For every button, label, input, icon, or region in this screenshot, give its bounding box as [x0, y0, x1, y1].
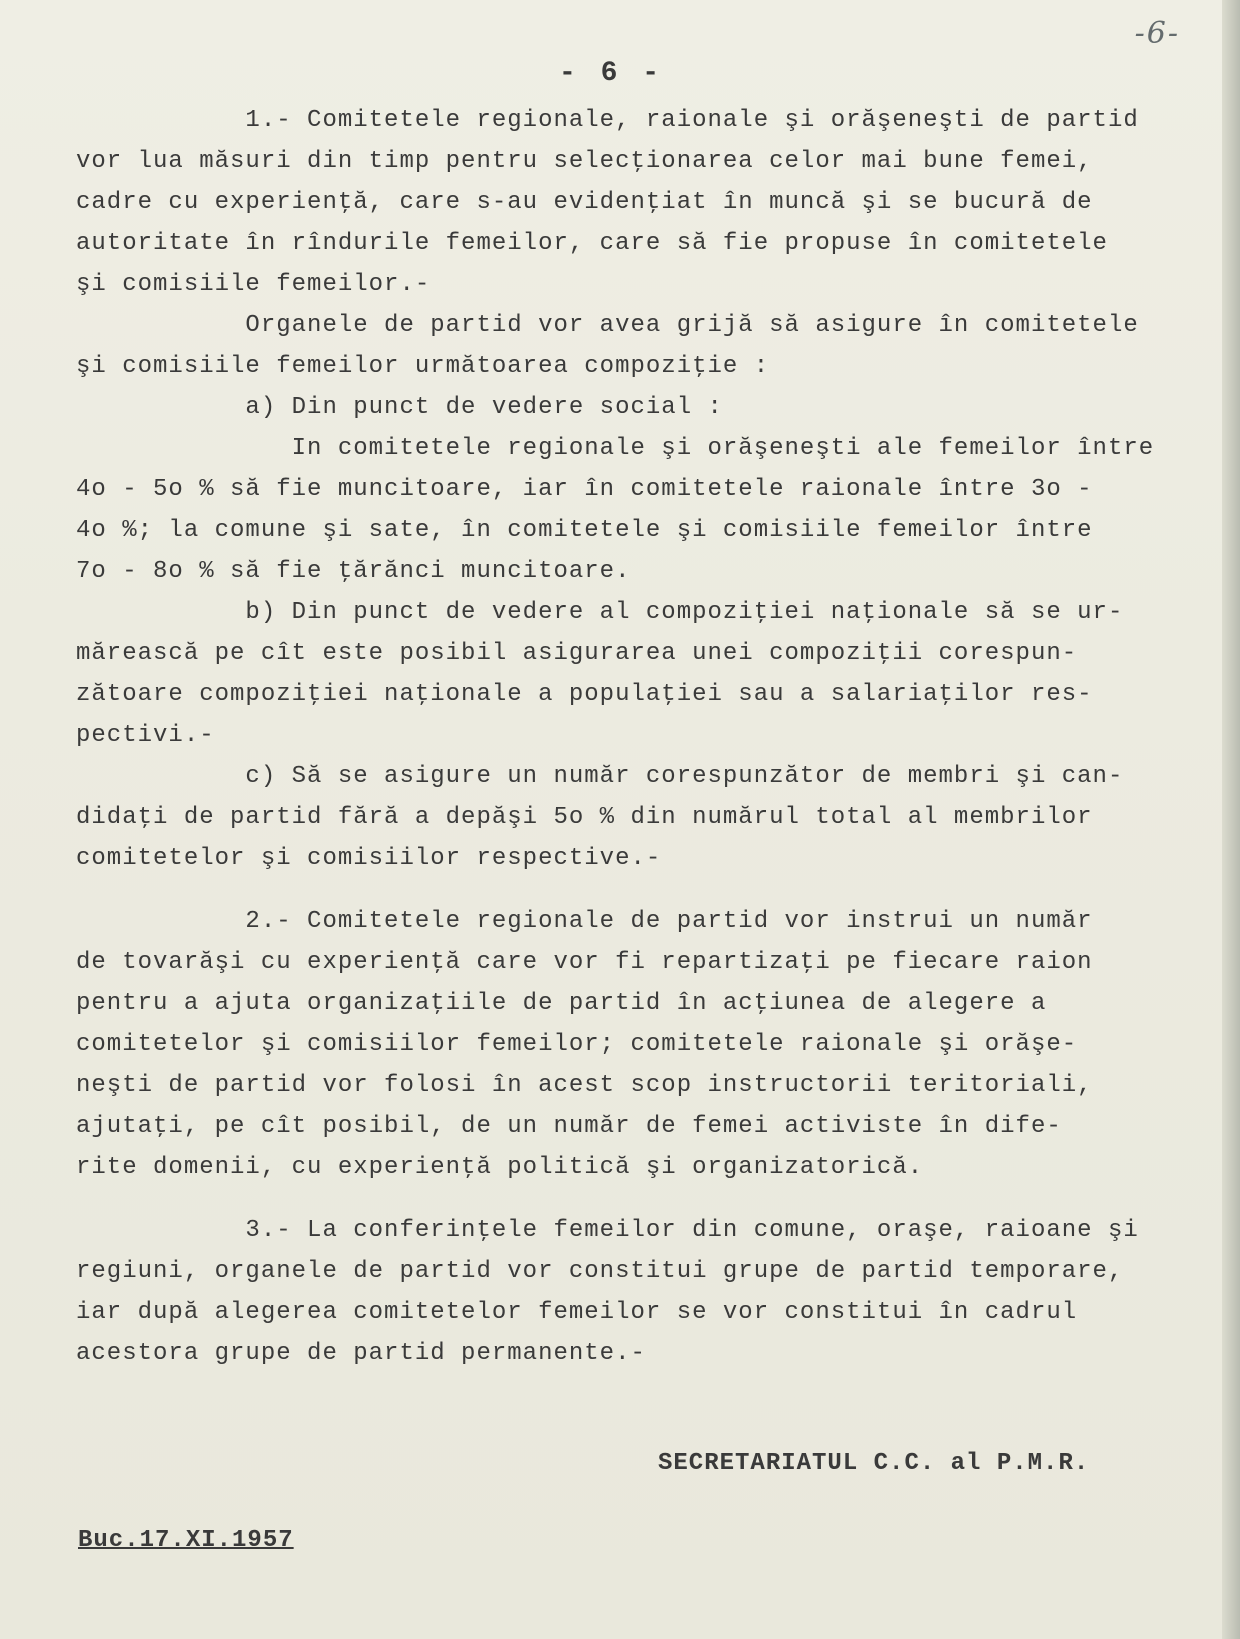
paragraph-block-3: [76, 1210, 1216, 1374]
text-line: c) Să se asigure un număr corespunzător de membri şi can-: [76, 763, 1124, 790]
text-line: autoritate în rîndurile femeilor, care să fie propuse în comitetele: [76, 230, 1108, 257]
paragraph-block-2: [76, 901, 1216, 1188]
archive-page-number: -6-: [1134, 16, 1180, 51]
paragraph-gap: [76, 1188, 1216, 1210]
text-line: 1.- Comitetele regionale, raionale şi orăşeneşti de partid: [76, 107, 1139, 134]
text-line: vor lua măsuri din timp pentru selecţionarea celor mai bune femei,: [76, 148, 1093, 175]
text-line: 4o - 5o % să fie muncitoare, iar în comitetele raionale între 3o -: [76, 476, 1093, 503]
text-line: acestora grupe de partid permanente.-: [76, 1340, 646, 1367]
text-line: neşti de partid vor folosi în acest scop instructorii teritoriali,: [76, 1072, 1093, 1099]
page-number: - 6 -: [558, 58, 663, 89]
signature: SECRETARIATUL C.C. al P.M.R.: [658, 1450, 1090, 1477]
text-line: 3.- La conferinţele femeilor din comune, oraşe, raioane şi: [76, 1217, 1139, 1244]
text-line: rite domenii, cu experienţă politică şi organizatorică.: [76, 1154, 924, 1181]
text-line: a) Din punct de vedere social :: [76, 394, 723, 421]
text-line: mărească pe cît este posibil asigurarea unei compoziţii corespun-: [76, 640, 1078, 667]
text-line: de tovarăşi cu experienţă care vor fi repartizaţi pe fiecare raion: [76, 949, 1093, 976]
text-line: 4o %; la comune şi sate, în comitetele şi comisiile femeilor între: [76, 517, 1093, 544]
text-line: didaţi de partid fără a depăşi 5o % din numărul total al membrilor: [76, 804, 1093, 831]
text-line: zătoare compoziţiei naţionale a populaţiei sau a salariaţilor res-: [76, 681, 1093, 708]
text-line: cadre cu experienţă, care s-au evidenţiat în muncă şi se bucură de: [76, 189, 1093, 216]
text-line: Organele de partid vor avea grijă să asigure în comitetele: [76, 312, 1139, 339]
text-line: ajutaţi, pe cît posibil, de un număr de femei activiste în dife-: [76, 1113, 1062, 1140]
paragraph-gap: [76, 879, 1216, 901]
document-date: Buc.17.XI.1957: [78, 1527, 294, 1554]
text-line: şi comisiile femeilor următoarea compoziţie :: [76, 353, 770, 380]
text-line: pentru a ajuta organizaţiile de partid în acţiunea de alegere a: [76, 990, 1047, 1017]
text-line: 2.- Comitetele regionale de partid vor instrui un număr: [76, 908, 1093, 935]
text-line: regiuni, organele de partid vor constitui grupe de partid temporare,: [76, 1258, 1124, 1285]
document-body: [76, 100, 1216, 1374]
text-line: comitetelor şi comisiilor respective.-: [76, 845, 662, 872]
text-line: In comitetele regionale şi orăşeneşti ale femeilor între: [76, 435, 1155, 462]
text-line: b) Din punct de vedere al compoziţiei naţionale să se ur-: [76, 599, 1124, 626]
paragraph-block-1: [76, 100, 1216, 879]
text-line: comitetelor şi comisiilor femeilor; comitetele raionale şi orăşe-: [76, 1031, 1078, 1058]
text-line: iar după alegerea comitetelor femeilor se vor constitui în cadrul: [76, 1299, 1078, 1326]
text-line: şi comisiile femeilor.-: [76, 271, 431, 298]
text-line: pectivi.-: [76, 722, 215, 749]
text-line: 7o - 8o % să fie ţărănci muncitoare.: [76, 558, 631, 585]
page-edge-shadow: [1222, 0, 1240, 1639]
